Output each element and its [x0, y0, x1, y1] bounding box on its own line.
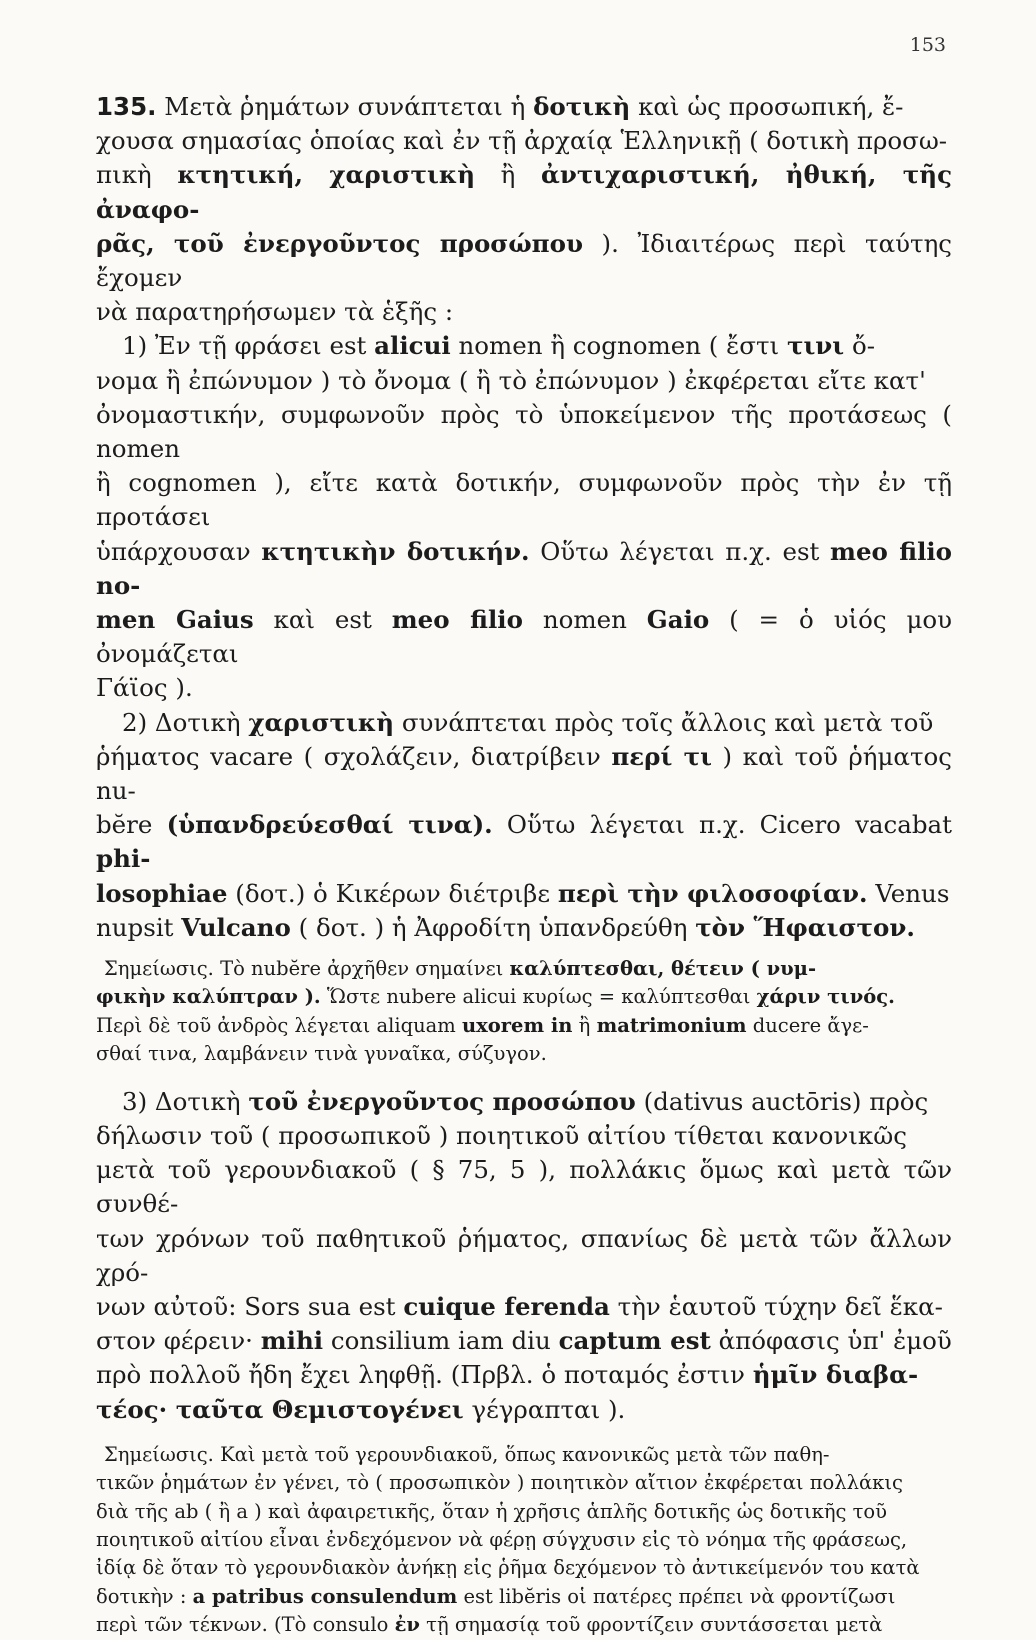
text-line: τέος· ταῦτα Θεμιστογένει γέγραπται ).: [96, 1394, 626, 1424]
item-3: [96, 1085, 952, 1427]
text-line: σθαί τινα, λαμβάνειν τινὰ γυναῖκα, σύζυγον.: [96, 1042, 547, 1066]
text-line: δοτικὴν : a patribus consulendum est libĕris οἱ πατέρες πρέπει νὰ φροντίζωσι: [96, 1584, 896, 1608]
text-line: νομα ἢ ἐπώνυμον ) τὸ ὄνομα ( ἢ τὸ ἐπώνυμον ) ἐκφέρεται εἴτε κατ': [96, 365, 926, 395]
text-line: ῥήματος vacare ( σχολάζειν, διατρίβειν περί τι ) καὶ τοῦ ῥήματος nu-: [96, 741, 952, 806]
text-line: ἰδίᾳ δὲ ὅταν τὸ γερουνδιακὸν ἀνήκῃ εἰς ῥῆμα δεχόμενον τὸ ἀντικείμενόν του κατὰ: [96, 1556, 920, 1580]
text-line: στον φέρειν· mihi consilium iam diu captum est ἀπόφασις ὑπ' ἐμοῦ: [96, 1326, 952, 1356]
text-line: πρὸ πολλοῦ ἤδη ἔχει ληφθῇ. (Πρβλ. ὁ ποταμός ἐστιν ἡμῖν διαβα-: [96, 1360, 919, 1390]
note-1: [96, 955, 952, 1069]
note-2: [96, 1441, 952, 1640]
text-line: losophiae (δοτ.) ὁ Κικέρων διέτριβε περὶ τὴν φιλοσοφίαν. Venus: [96, 878, 950, 908]
text-line: 3) Δοτικὴ τοῦ ἐνεργοῦντος προσώπου (dativus auctōris) πρὸς: [122, 1086, 929, 1116]
text-line: νων αὐτοῦ: Sors sua est cuique ferenda τὴν ἑαυτοῦ τύχην δεῖ ἕκα-: [96, 1291, 943, 1321]
text-line: men Gaius καὶ est meo filio nomen Gaio ( = ὁ υἱός μου ὀνομάζεται: [96, 605, 953, 669]
text-line: 2) Δοτικὴ χαριστικὴ συνάπτεται πρὸς τοῖς ἄλλοις καὶ μετὰ τοῦ: [122, 707, 934, 737]
text-line: ὑπάρχουσαν κτητικὴν δοτικήν. Οὕτω λέγεται π.χ. est meo filio no-: [96, 536, 953, 600]
text-line: πικὴ κτητική, χαριστικὴ ἢ ἀντιχαριστική, ἠθική, τῆς ἀναφο-: [96, 160, 952, 224]
text-line: 1) Ἐν τῇ φράσει est alicui nomen ἢ cognomen ( ἔστι τινι ὄ-: [122, 331, 875, 361]
text-line: νὰ παρατηρήσωμεν τὰ ἑξῆς :: [96, 297, 454, 327]
text-line: Γάϊος ).: [96, 673, 193, 703]
text-line: nupsit Vulcano ( δοτ. ) ἡ Ἀφροδίτη ὑπανδρεύθη τὸν Ἥφαιστον.: [96, 912, 915, 942]
text-line: Σημείωσις. Καὶ μετὰ τοῦ γερουνδιακοῦ, ὅπως κανονικῶς μετὰ τῶν παθη-: [104, 1442, 830, 1466]
text-line: δήλωσιν τοῦ ( προσωπικοῦ ) ποιητικοῦ αἰτίου τίθεται κανονικῶς: [96, 1120, 907, 1150]
section-135: [96, 90, 952, 329]
text-line: ποιητικοῦ αἰτίου εἶναι ἐνδεχόμενον νὰ φέρῃ σύγχυσιν εἰς τὸ νόημα τῆς φράσεως,: [96, 1527, 908, 1551]
text-line: περὶ τῶν τέκνων. (Τὸ consulo ἐν τῇ σημασίᾳ τοῦ φροντίζειν συντάσσεται μετὰ: [96, 1613, 883, 1637]
text-line: χουσα σημασίας ὁποίας καὶ ἐν τῇ ἀρχαίᾳ Ἑλληνικῇ ( δοτικὴ προσω-: [96, 126, 948, 156]
text-line: bĕre (ὑπανδρεύεσθαί τινα). Οὕτω λέγεται π.χ. Cicero vacabat phi-: [96, 810, 953, 874]
text-line: φικὴν καλύπτραν ). Ὥστε nubere alicui κυρίως = καλύπτεσθαι χάριν τινός.: [96, 985, 895, 1009]
page-number: 153: [909, 34, 946, 56]
text-line: μετὰ τοῦ γερουνδιακοῦ ( § 75, 5 ), πολλάκις ὅμως καὶ μετὰ τῶν συνθέ-: [96, 1155, 952, 1219]
page-body: [96, 90, 952, 1640]
text-line: ρᾶς, τοῦ ἐνεργοῦντος προσώπου ). Ἰδιαιτέρως περὶ ταύτης ἔχομεν: [96, 228, 952, 293]
text-line: διὰ τῆς ab ( ἢ a ) καὶ ἀφαιρετικῆς, ὅταν ἡ χρῆσις ἁπλῆς δοτικῆς ὡς δοτικῆς τοῦ: [96, 1499, 888, 1523]
book-page: [96, 0, 953, 1637]
text-line: Σημείωσις. Τὸ nubĕre ἀρχῆθεν σημαίνει καλύπτεσθαι, θέτειν ( νυμ-: [104, 957, 817, 981]
section-number: 135.: [96, 92, 157, 121]
text-line: 135. Μετὰ ῥημάτων συνάπτεται ἡ δοτικὴ καὶ ὡς προσωπική, ἔ-: [96, 92, 904, 121]
item-2: [96, 706, 952, 945]
text-line: τικῶν ῥημάτων ἐν γένει, τὸ ( προσωπικὸν ) ποιητικὸν αἴτιον ἐκφέρεται πολλάκις: [96, 1471, 903, 1495]
text-line: Περὶ δὲ τοῦ ἀνδρὸς λέγεται aliquam uxorem in ἢ matrimonium ducere ἄγε-: [96, 1013, 869, 1037]
text-line: ὀνομαστικήν, συμφωνοῦν πρὸς τὸ ὑποκείμενον τῆς προτάσεως ( nomen: [96, 399, 952, 464]
item-1: [96, 329, 952, 705]
text-line: ἢ cognomen ), εἴτε κατὰ δοτικήν, συμφωνοῦν πρὸς τὴν ἐν τῇ προτάσει: [96, 468, 952, 532]
text-line: των χρόνων τοῦ παθητικοῦ ῥήματος, σπανίως δὲ μετὰ τῶν ἄλλων χρό-: [96, 1223, 952, 1287]
